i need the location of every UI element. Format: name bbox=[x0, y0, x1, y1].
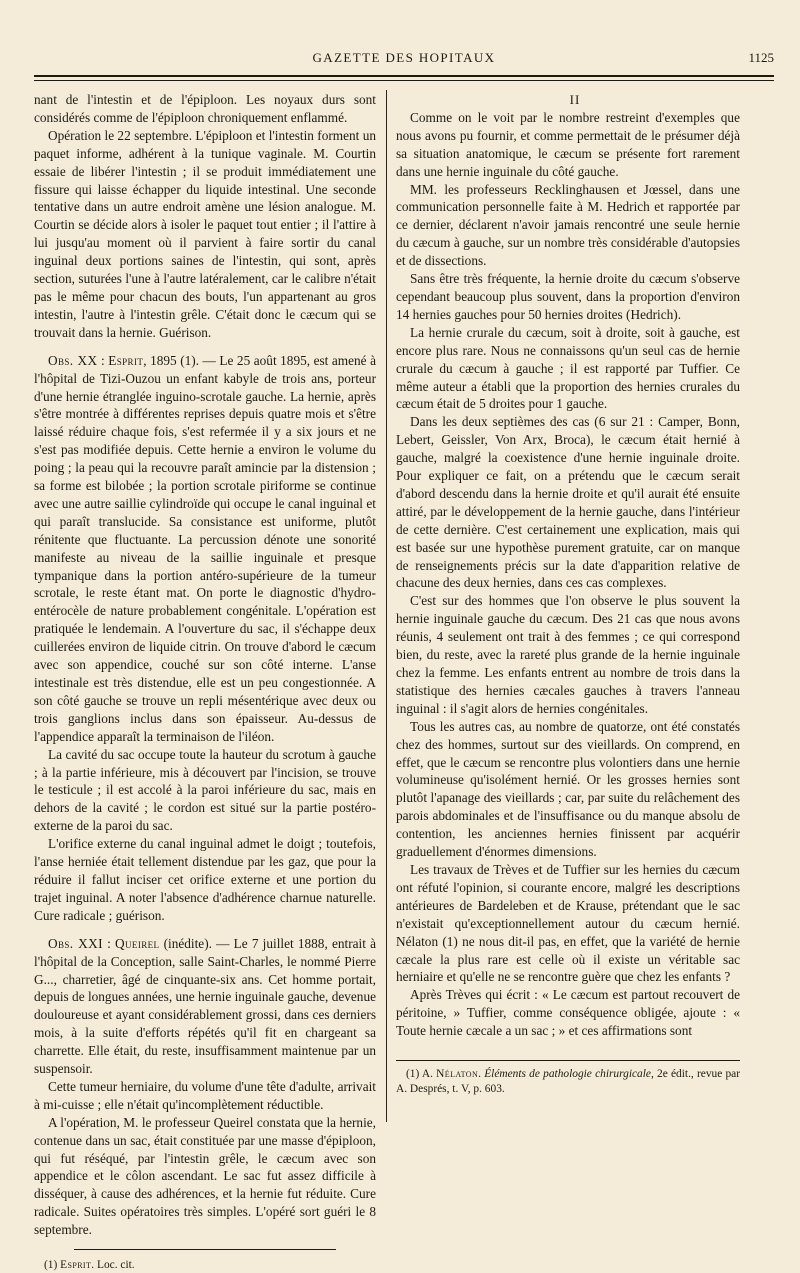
footnote-text: . Loc. cit. bbox=[91, 1259, 135, 1272]
obs-author: Queirel bbox=[115, 935, 160, 951]
obs-text: (inédite). — Le 7 juillet 1888, entrait à l'hôpital de la Conception, salle Saint-Charles, le nommé Pierre G..., charretier, âgé de cinquante-six ans. Cet homme portait, depuis de longues années, une hernie inguinale gauche, devenue douloureuse et ayant considérablement grossi, dans ces derniers mois, à la suite d'efforts répétés qu'il fit en chargeant sa charrette. Elle était, du reste, insuffisamment maintenue par un suspensoir. bbox=[34, 935, 377, 1077]
paragraph: Après Trèves qui écrit : « Le cæcum est partout recouvert de péritoine, » Tuffier, comme conséquence obligée, ajoute : « Toute hernie cæcale a un sac ; » et ces affirmations sont bbox=[396, 987, 740, 1039]
footnote-marker: (1) bbox=[44, 1259, 61, 1272]
running-header bbox=[34, 50, 774, 72]
obs-author: Esprit bbox=[108, 352, 144, 368]
column-divider bbox=[386, 90, 387, 1122]
paragraph: Opération le 22 septembre. L'épiploon et l'intestin forment un paquet informe, adhérent à la tunique vaginale. M. Courtin essaie de libérer l'intestin ; il se produit immédiatement une fissure qui laisse échapper du liquide intestinal. Une seconde tentative dans un autre endroit amène une lésion analogue. M. Courtin se décide alors à isoler le paquet tout entier ; il l'attire à lui jusqu'au moment où il parvient à faire sortir du canal inguinal deux portions saines de l'intestin, qui sont, après section, suturées l'une à l'autre latéralement, car le calibre n'était pas le même pour chacun des bouts, l'un appartenant au gros intestin, l'autre à l'intestin grêle. C'était donc le cæcum qui se trouvait dans la hernie. Guérison. bbox=[34, 127, 376, 340]
footnote: (1) A. Nélaton. Éléments de pathologie chirurgicale, 2e édit., revue par A. Després, t. V, p. 603. bbox=[396, 1068, 741, 1096]
footnote bbox=[34, 1258, 376, 1273]
footnote-rule bbox=[74, 1249, 336, 1250]
journal-title: GAZETTE DES HOPITAUX bbox=[312, 50, 496, 65]
paragraph: La hernie crurale du cæcum, soit à droite, soit à gauche, est encore plus rare. Nous ne connaissons qu'un seul cas de hernie crurale du cæcum à gauche ; il est rapporté par Tuffier. Ce même auteur a établi que la proportion des hernies crurales du cæcum était de 5 droites pour 1 gauche. bbox=[396, 324, 740, 412]
section-heading: II bbox=[569, 92, 581, 107]
paragraph: Comme on le voit par le nombre restreint d'exemples que nous avons pu fournir, et comme permettait de le présumer déjà sa situation anatomique, le cæcum se présente fort rarement dans une hernie inguinale du côté gauche. bbox=[396, 109, 740, 179]
footnote-text: , 2e édit., revue par A. Després, t. V, p. 603. bbox=[396, 1068, 741, 1096]
paragraph: La cavité du sac occupe toute la hauteur du scrotum à gauche ; à la partie inférieure, mis à découvert par l'incision, se trouve le testicule ; il est accolé à la paroi inférieure du sac, mais en dehors de la cavité ; le cordon est situé sur la partie postéro-externe de la paroi du sac. bbox=[34, 746, 376, 834]
paragraph: Sans être très fréquente, la hernie droite du cæcum s'observe cependant beaucoup plus souvent, dans la proportion d'environ 14 hernies gauches pour 50 hernies droites (Hedrich). bbox=[396, 271, 740, 322]
observation-20: Obs. XX : Esprit, 1895 (1). — Le 25 août 1895, est amené à l'hôpital de Tizi-Ouzou un enfant kabyle de trois ans, porteur d'une hernie étranglée inguino-scrotale gauche. La hernie, après s'être montrée à différentes reprises depuis quatre mois et s'être laissé réduire chaque fois, s'est refermée il y a six jours et ne s'est pas modifiée depuis. Cette hernie a environ le volume du poing ; la peau qui la recouvre paraît amincie par la distension ; sa forme est bilobée ; la portion scrotale piriforme se continue avec une autre saillie cylindroïde qui occupe le canal inguinal et qui paraît translucide. Sa consistance est uniforme, plutôt rénitente que fluctuante. La percussion dénote une sonorité manifeste au niveau de la saillie inguinale et presque tympanique dans la portion antéro-supérieure de la tumeur scrotale, le reste étant mat. On porte le diagnostic d'hydro-entérocèle de nature probablement congénitale. L'opération est pratiquée le lendemain. A l'ouverture du sac, il s'échappe deux cuillerées environ de liquide citrin. On trouve d'abord le cæcum avec son appendice, couché sur son côté interne. L'anse intestinale est très distendue, elle est un peu congestionnée. A son côté gauche se trouve un repli mésentérique avec deux ou trois ganglions inclus dans son épaisseur. Au-dessus de l'appendice apparaît la terminaison de l'iléon. bbox=[34, 352, 377, 744]
paragraph: Dans les deux septièmes des cas (6 sur 21 : Camper, Bonn, Lebert, Geissler, Von Arx, Broca), le cæcum était hernié à gauche, malgré la coexistence d'une hernie inguinale droite. Pour expliquer ce fait, on a prétendu que le cæcum serait d'abord descendu dans la hernie droite et qu'il aurait été ensuite attiré, par le développement de la hernie gauche, dans l'intérieur de cette dernière. C'est certainement une explication, mais qui est basée sur une hypothèse purement gratuite, car on manque de renseignements précis sur la date d'apparition relative de chacune des deux hernies, dans ces cas complexes. bbox=[396, 414, 740, 591]
paragraph: A l'opération, M. le professeur Queirel constata que la hernie, contenue dans un sac, était constituée par une masse d'épiploon, qui fut réséqué, par l'intestin grêle, le cæcum avec son appendice et le côlon ascendant. Le sac fut assez difficile à disséquer, à cause des adhérences, et la hernie fut réduite. Cure radicale. Suites opératoires très simples. L'opéré sort guéri le 8 septembre. bbox=[34, 1114, 376, 1238]
header-rule-thin bbox=[34, 80, 774, 81]
footnote-author: Nélaton bbox=[436, 1068, 479, 1081]
observation-21: Obs. XXI : Queirel (inédite). — Le 7 juillet 1888, entrait à l'hôpital de la Conception, salle Saint-Charles, le nommé Pierre G..., charretier, âgé de cinquante-six ans. Cet homme portait, depuis de longues années, une hernie inguinale gauche, devenue douloureuse et ayant considérablement grossi, dans ces derniers mois, à la suite d'efforts répétés qu'il fit en chargeant sa charrette. Elle était, du reste, insuffisamment maintenue par un suspensoir. bbox=[34, 935, 377, 1077]
footnote-author: Esprit bbox=[60, 1259, 92, 1272]
paragraph: Cette tumeur herniaire, du volume d'une tête d'adulte, arrivait à mi-cuisse ; elle n'était qu'incomplètement réductible. bbox=[34, 1078, 376, 1112]
paragraph: MM. les professeurs Recklinghausen et Jœssel, dans une communication personnelle faite à M. Hedrich et rapportée par ce dernier, déclarent n'avoir jamais rencontré une seule hernie du cæcum à gauche, sur un nombre très considérable d'autopsies et de dissections. bbox=[396, 181, 740, 269]
left-column bbox=[34, 91, 376, 1273]
paragraph: nant de l'intestin et de l'épiploon. Les noyaux durs sont considérés comme de l'épiploon chroniquement enflammé. bbox=[34, 92, 376, 125]
obs-text: , 1895 (1). — Le 25 août 1895, est amené à l'hôpital de Tizi-Ouzou un enfant kabyle de trois ans, porteur d'une hernie étranglée inguino-scrotale gauche. La hernie, après s'être montrée à différentes reprises depuis quatre mois et s'être laissé réduire chaque fois, s'est refermée il y a six jours et ne s'est pas modifiée depuis. Cette hernie a environ le volume du poing ; la peau qui la recouvre paraît amincie par la distension ; sa forme est bilobée ; la portion scrotale piriforme se continue avec une autre saillie cylindroïde qui occupe le canal inguinal et qui paraît translucide. Sa consistance est uniforme, plutôt rénitente que fluctuante. La percussion dénote une sonorité manifeste au niveau de la saillie inguinale et presque tympanique dans la portion antéro-supérieure de la tumeur scrotale, le reste étant mat. On porte le diagnostic d'hydro-entérocèle de nature probablement congénitale. L'opération est pratiquée le lendemain. A l'ouverture du sac, il s'échappe deux cuillerées environ de liquide citrin. On trouve d'abord le cæcum avec son appendice, couché sur son côté interne. L'anse intestinale est très distendue, elle est un peu congestionnée. A son côté gauche se trouve un repli mésentérique avec deux ou trois ganglions inclus dans son épaisseur. Au-dessus de l'appendice apparaît la terminaison de l'iléon. bbox=[34, 352, 377, 744]
obs-label: Obs. XX bbox=[48, 352, 98, 368]
paragraph: Les travaux de Trèves et de Tuffier sur les hernies du cæcum ont réfuté l'opinion, si courante encore, malgré les descriptions antérieures de Bardeleben et de Krause, prétendant que le sac n'existait qu'exceptionnellement autour du cæcum hernié. Nélaton (1) ne nous dit-il pas, en effet, que la variété de hernie cæcale la plus rare est celle où il existe un véritable sac herniaire et qu'elle ne se rencontre guère que chez les enfants ? bbox=[396, 861, 740, 985]
header-rule-thick bbox=[34, 75, 774, 77]
paragraph: C'est sur des hommes que l'on observe le plus souvent la hernie inguinale gauche du cæcum. Des 21 cas que nous avons réunis, 4 seulement ont trait à des femmes ; ce qui correspond bien, du reste, avec la rareté plus grande de la hernie inguinale chez la femme. Les enfants entrent au nombre de trois dans la statistique des hernies cæcales gauches à travers l'anneau inguinal : il s'agit alors de hernies congénitales. bbox=[396, 593, 740, 716]
footnote-rule bbox=[396, 1060, 740, 1061]
paragraph: Tous les autres cas, au nombre de quatorze, ont été constatés chez des hommes, surtout sur des vieillards. On comprend, en effet, que le cæcum se rencontre plus volontiers dans une hernie volumineuse qu'isolément hernié. Or les grosses hernies sont plutôt l'apanage des vieillards ; car, par suite du relâchement des parois abdominales et de l'insuffisance ou du manque absolu de contention, les anciennes hernies finissent par acquérir graduellement d'énormes dimensions. bbox=[396, 718, 740, 860]
footnote-marker: (1) A. bbox=[406, 1068, 437, 1081]
right-column bbox=[396, 91, 740, 1097]
paragraph: L'orifice externe du canal inguinal admet le doigt ; toutefois, l'anse herniée était tellement distendue par les gaz, que pour la réduire il fallut inciser cet orifice externe et une portion du trajet inguinal. A noter l'absence d'adhérence charnue naturelle. Cure radicale ; guérison. bbox=[34, 836, 376, 923]
footnote-work: Éléments de pathologie chirurgicale bbox=[484, 1068, 651, 1081]
page-number: 1125 bbox=[748, 50, 774, 65]
obs-label: Obs. XXI bbox=[48, 935, 103, 951]
